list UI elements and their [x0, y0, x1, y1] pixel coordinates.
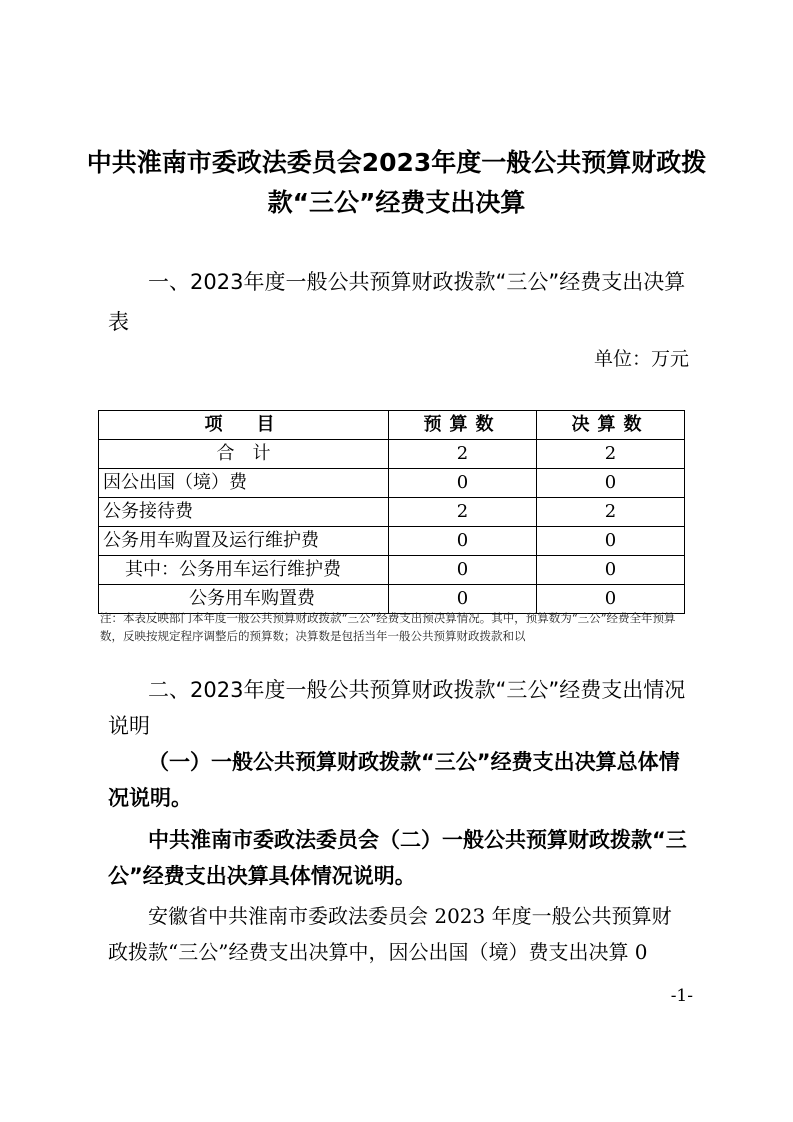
document-title-line-1: 中共淮南市委政法委员会2023年度一般公共预算财政拨: [86, 148, 707, 177]
section-2-heading: [108, 672, 694, 744]
header-budget: 预算数: [389, 411, 537, 440]
subsection-2-line-2: 公”经费支出决算具体情况说明。: [108, 864, 416, 888]
row-budget: 0: [389, 556, 537, 585]
row-budget: 0: [389, 469, 537, 498]
subsection-2-line-1: 中共淮南市委政法委员会（二）一般公共预算财政拨款“三: [148, 828, 687, 852]
section-1-heading-line-1: 一、2023年度一般公共预算财政拨款“三公”经费支出决算: [148, 270, 686, 294]
table-header-row: [99, 411, 685, 440]
table-row: [99, 469, 685, 498]
row-actual: 2: [537, 498, 685, 527]
body-line-2: 政拨款“三公”经费支出决算中，因公出国（境）费支出决算 0: [108, 940, 648, 964]
row-item: 合 计: [99, 440, 389, 469]
row-actual: 0: [537, 469, 685, 498]
table-footnote: 注：本表反映部门本年度一般公共预算财政拨款“三公”经费支出预决算情况。其中，预算数为“三公”经费全年预算数，反映按规定程序调整后的预算数；决算数是包括当年一般公共预算财政拨款和以: [100, 611, 676, 643]
subsection-1-line-2: 况说明。: [108, 786, 192, 810]
unit-label: 单位：万元: [593, 348, 689, 370]
table-row: [99, 527, 685, 556]
subsection-1-line-1: （一）一般公共预算财政拨款“三公”经费支出决算总体情: [148, 750, 680, 774]
header-item: 项 目: [99, 411, 389, 440]
row-actual: 0: [537, 585, 685, 614]
row-budget: 2: [389, 440, 537, 469]
subsection-1-heading: [108, 744, 694, 816]
table-row: [99, 556, 685, 585]
section-2-heading-line-2: 说明: [108, 714, 150, 738]
header-actual: 决算数: [537, 411, 685, 440]
row-actual: 2: [537, 440, 685, 469]
section-2-heading-line-1: 二、2023年度一般公共预算财政拨款“三公”经费支出情况: [148, 678, 686, 702]
row-budget: 0: [389, 527, 537, 556]
table-row-total: [99, 440, 685, 469]
row-item: 公务用车购置费: [99, 585, 389, 614]
three-public-expenses-table: [98, 410, 685, 614]
row-budget: 2: [389, 498, 537, 527]
row-actual: 0: [537, 527, 685, 556]
table-row: [99, 498, 685, 527]
row-item: 其中：公务用车运行维护费: [99, 556, 389, 585]
subsection-2-heading: [108, 822, 694, 894]
row-item: 公务用车购置及运行维护费: [99, 527, 389, 556]
body-paragraph: [108, 898, 694, 970]
row-budget: 0: [389, 585, 537, 614]
body-line-1: 安徽省中共淮南市委政法委员会 2023 年度一般公共预算财: [148, 904, 672, 928]
row-actual: 0: [537, 556, 685, 585]
document-title-line-2: 款“三公”经费支出决算: [267, 188, 526, 217]
row-item: 因公出国（境）费: [99, 469, 389, 498]
row-item: 公务接待费: [99, 498, 389, 527]
page-number: -1-: [670, 986, 693, 1006]
section-1-heading-line-2: 表: [108, 310, 129, 334]
